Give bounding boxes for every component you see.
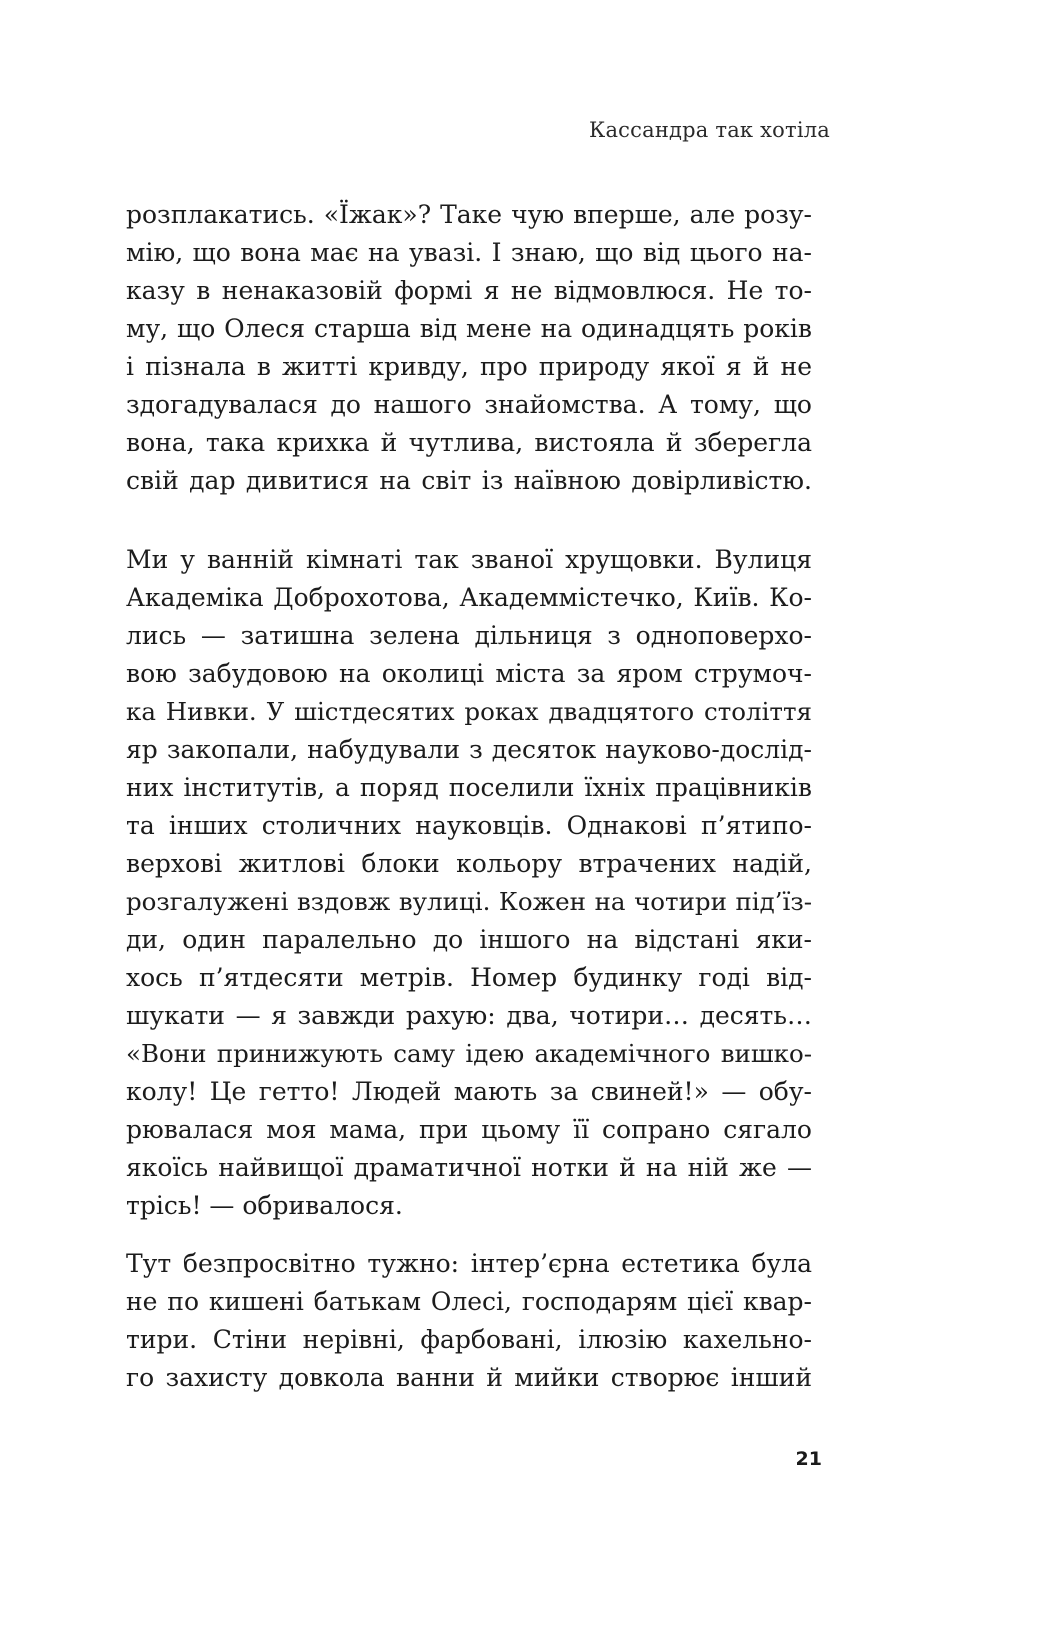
text-line: му, що Олеся старша від мене на одинадцять років	[126, 314, 812, 343]
text-line: вою забудовою на околиці міста за яром струмоч-	[126, 659, 812, 688]
paragraph-1	[126, 196, 812, 500]
text-line: Ми у ванній кімнаті так званої хрущовки. Вулиця	[126, 545, 812, 574]
text-line: яр закопали, набудували з десяток науково-дослід-	[126, 735, 812, 764]
text-line: хось п’ятдесяти метрів. Номер будинку годі від-	[126, 963, 812, 992]
text-line: верхові житлові блоки кольору втрачених надій,	[126, 849, 812, 878]
text-line: здогадувалася до нашого знайомства. А тому, що	[126, 390, 812, 419]
running-header: Кассандра так хотіла	[589, 118, 830, 142]
text-line: рювалася моя мама, при цьому її сопрано сягало	[126, 1115, 812, 1144]
text-line: розплакатись. «Їжак»? Таке чую вперше, але розу-	[126, 200, 812, 229]
text-line: Тут безпросвітно тужно: інтер’єрна естетика була	[126, 1249, 812, 1278]
text-line: го захисту довкола ванни й мийки створює інший	[126, 1363, 812, 1392]
text-line: якоїсь найвищої драматичної нотки й на ній же —	[126, 1153, 812, 1182]
text-line: ди, один паралельно до іншого на відстані яки-	[126, 925, 812, 954]
text-line: ка Нивки. У шістдесятих роках двадцятого століття	[126, 697, 812, 726]
text-line: і пізнала в житті кривду, про природу якої я й не	[126, 352, 812, 381]
text-line: казу в ненаказовій формі я не відмовлюся. Не то-	[126, 276, 812, 305]
text-line: трісь! — обривалося.	[126, 1191, 403, 1220]
text-line: шукати — я завжди рахую: два, чотири… десять…	[126, 1001, 812, 1030]
text-line: них інститутів, а поряд поселили їхніх працівників	[126, 773, 812, 802]
page-number: 21	[795, 1448, 822, 1470]
text-line: та інших столичних науковців. Однакові п’ятипо-	[126, 811, 812, 840]
text-line: свій дар дивитися на світ із наївною довірливістю.	[126, 466, 812, 495]
text-line: «Вони принижують саму ідею академічного вишко-	[126, 1039, 812, 1068]
text-line: розгалужені вздовж вулиці. Кожен на чотири під’їз-	[126, 887, 812, 916]
text-line: не по кишені батькам Олесі, господарям цієї квар-	[126, 1287, 812, 1316]
paragraph-2	[126, 541, 812, 1225]
text-line: Академіка Доброхотова, Академмістечко, Київ. Ко-	[126, 583, 812, 612]
text-line: лись — затишна зелена дільниця з одноповерхо-	[126, 621, 812, 650]
text-line: вона, така крихка й чутлива, вистояла й зберегла	[126, 428, 812, 457]
text-line: тири. Стіни нерівні, фарбовані, ілюзію кахельно-	[126, 1325, 812, 1354]
paragraph-3	[126, 1245, 812, 1397]
text-line: колу! Це гетто! Людей мають за свиней!» — обу-	[126, 1077, 812, 1106]
text-line: мію, що вона має на увазі. І знаю, що від цього на-	[126, 238, 812, 267]
